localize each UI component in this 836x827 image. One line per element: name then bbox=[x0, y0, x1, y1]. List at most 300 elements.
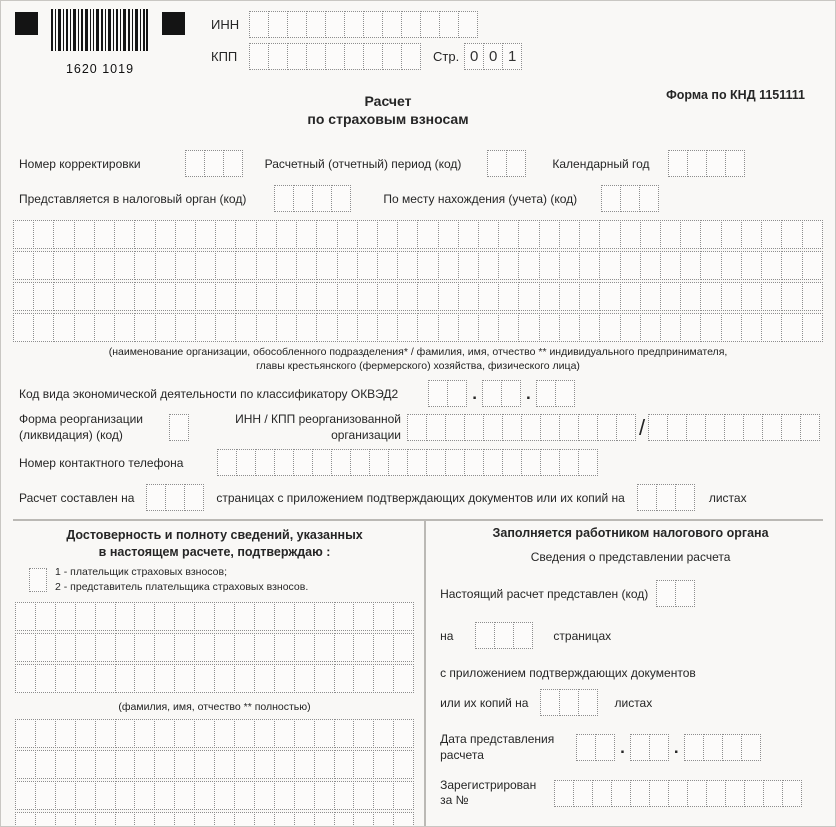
form-cell bbox=[316, 220, 337, 249]
official-pages-field bbox=[475, 622, 533, 649]
form-cell bbox=[487, 150, 507, 177]
form-cell bbox=[579, 220, 600, 249]
form-cell bbox=[417, 251, 438, 280]
form-cell bbox=[741, 313, 762, 342]
form-cell bbox=[334, 812, 355, 827]
form-cell bbox=[599, 220, 620, 249]
form-cell bbox=[214, 812, 235, 827]
form-cell bbox=[254, 664, 275, 693]
form-cell bbox=[325, 11, 345, 38]
form-cell bbox=[620, 220, 641, 249]
form-cell bbox=[675, 580, 695, 607]
form-title-line1: Расчет bbox=[364, 93, 412, 109]
form-cell bbox=[194, 602, 215, 631]
form-cell bbox=[518, 282, 539, 311]
form-cell bbox=[195, 313, 216, 342]
form-cell bbox=[15, 664, 36, 693]
form-cell bbox=[724, 414, 744, 441]
attestation-title-line1: Достоверность и полноту сведений, указанных bbox=[66, 528, 363, 543]
form-cell bbox=[649, 780, 669, 807]
knd-form-code: Форма по КНД 1151111 bbox=[666, 88, 805, 102]
form-cell bbox=[458, 313, 479, 342]
dot-separator: . bbox=[472, 383, 477, 403]
registration-number-field bbox=[554, 780, 802, 807]
title-block bbox=[13, 84, 823, 134]
form-cell bbox=[599, 251, 620, 280]
kpp-row bbox=[211, 43, 522, 70]
form-cell bbox=[576, 734, 596, 761]
form-cell bbox=[680, 220, 701, 249]
form-cell bbox=[33, 251, 54, 280]
row-official-copies bbox=[440, 689, 821, 716]
form-cell bbox=[134, 251, 155, 280]
form-cell bbox=[115, 750, 136, 779]
form-cell bbox=[388, 449, 408, 476]
form-cell bbox=[316, 313, 337, 342]
form-cell bbox=[611, 780, 631, 807]
form-cell bbox=[539, 282, 560, 311]
form-cell bbox=[55, 633, 76, 662]
form-cell bbox=[74, 313, 95, 342]
presented-label: Настоящий расчет представлен (код) bbox=[440, 586, 649, 601]
form-cell bbox=[274, 664, 295, 693]
cell-grid-row bbox=[15, 750, 414, 779]
presented-code-field bbox=[656, 580, 695, 607]
form-cell bbox=[438, 220, 459, 249]
form-cell bbox=[781, 282, 802, 311]
form-cell bbox=[184, 484, 204, 511]
form-cell bbox=[94, 220, 115, 249]
form-cell bbox=[620, 251, 641, 280]
form-cell bbox=[35, 750, 56, 779]
form-cell bbox=[478, 313, 499, 342]
form-cell bbox=[165, 484, 185, 511]
form-cell bbox=[397, 220, 418, 249]
form-cell bbox=[373, 812, 394, 827]
form-cell bbox=[357, 282, 378, 311]
form-cell bbox=[363, 11, 383, 38]
row-registration-number bbox=[440, 778, 821, 809]
form-cell bbox=[134, 220, 155, 249]
form-cell bbox=[234, 719, 255, 748]
form-cell bbox=[154, 750, 175, 779]
form-cell bbox=[393, 633, 414, 662]
form-cell bbox=[194, 781, 215, 810]
location-field bbox=[601, 185, 659, 212]
form-cell bbox=[312, 185, 332, 212]
form-cell bbox=[312, 449, 332, 476]
authority-label: Представляется в налоговый орган (код) bbox=[19, 191, 247, 206]
row-okved bbox=[13, 380, 823, 407]
form-cell bbox=[234, 664, 255, 693]
form-cell bbox=[761, 251, 782, 280]
form-cell bbox=[154, 633, 175, 662]
form-cell bbox=[502, 449, 522, 476]
form-cell bbox=[316, 251, 337, 280]
form-cell bbox=[353, 812, 374, 827]
form-cell bbox=[630, 780, 650, 807]
form-cell bbox=[357, 313, 378, 342]
official-title: Заполняется работником налогового органа bbox=[492, 526, 769, 541]
form-cell bbox=[369, 449, 389, 476]
form-cell bbox=[254, 781, 275, 810]
form-cell bbox=[781, 220, 802, 249]
form-cell bbox=[53, 220, 74, 249]
payer-option-2: 2 - представитель плательщика страховых взносов. bbox=[55, 581, 309, 594]
form-cell bbox=[536, 380, 556, 407]
form-cell bbox=[287, 11, 307, 38]
form-cell bbox=[325, 43, 345, 70]
row-correction-period-year bbox=[13, 150, 823, 177]
form-cell bbox=[75, 719, 96, 748]
form-cell bbox=[763, 780, 783, 807]
form-cell bbox=[256, 282, 277, 311]
pages-word-label: страницах bbox=[553, 628, 612, 643]
form-cell bbox=[700, 282, 721, 311]
form-cell bbox=[254, 812, 275, 827]
form-cell bbox=[314, 781, 335, 810]
inn-row bbox=[211, 11, 522, 38]
form-cell bbox=[114, 313, 135, 342]
form-cell bbox=[274, 633, 295, 662]
form-cell bbox=[223, 150, 243, 177]
form-cell bbox=[559, 414, 579, 441]
sheets-word-label: листах bbox=[614, 695, 653, 710]
okved-field-3 bbox=[536, 380, 575, 407]
row-official-pages bbox=[440, 622, 821, 649]
form-cell bbox=[353, 602, 374, 631]
form-cell bbox=[687, 150, 707, 177]
date-month-field bbox=[630, 734, 669, 761]
form-cell bbox=[55, 719, 76, 748]
form-cell bbox=[15, 602, 36, 631]
form-cell bbox=[214, 719, 235, 748]
form-cell bbox=[417, 282, 438, 311]
form-cell bbox=[55, 781, 76, 810]
form-cell bbox=[274, 750, 295, 779]
form-cell bbox=[428, 380, 448, 407]
form-cell bbox=[75, 812, 96, 827]
form-cell bbox=[274, 602, 295, 631]
form-cell bbox=[134, 633, 155, 662]
form-cell bbox=[254, 633, 275, 662]
form-cell bbox=[235, 282, 256, 311]
form-cell bbox=[494, 622, 514, 649]
form-cell bbox=[706, 150, 726, 177]
form-cell bbox=[802, 282, 823, 311]
form-cell bbox=[703, 734, 723, 761]
form-cell bbox=[680, 251, 701, 280]
form-cell bbox=[274, 812, 295, 827]
form-cell bbox=[498, 220, 519, 249]
form-cell bbox=[458, 11, 478, 38]
form-cell bbox=[802, 313, 823, 342]
form-cell bbox=[686, 414, 706, 441]
form-cell bbox=[175, 313, 196, 342]
barcode bbox=[48, 9, 152, 78]
attestation-title bbox=[15, 527, 414, 561]
form-cell bbox=[382, 11, 402, 38]
form-cell bbox=[668, 780, 688, 807]
on-label: на bbox=[440, 628, 454, 643]
form-cell bbox=[155, 313, 176, 342]
page-number-field bbox=[464, 43, 522, 70]
inn-label: ИНН bbox=[211, 17, 240, 32]
form-cell bbox=[15, 781, 36, 810]
form-cell bbox=[13, 251, 34, 280]
form-cell bbox=[578, 689, 598, 716]
org-name-grid bbox=[13, 220, 823, 342]
form-cell bbox=[579, 251, 600, 280]
form-cell bbox=[353, 750, 374, 779]
form-cell bbox=[559, 282, 580, 311]
form-cell bbox=[74, 282, 95, 311]
form-cell bbox=[377, 282, 398, 311]
form-cell bbox=[762, 414, 782, 441]
form-cell bbox=[447, 380, 467, 407]
form-cell bbox=[214, 664, 235, 693]
form-cell bbox=[74, 251, 95, 280]
form-cell bbox=[234, 781, 255, 810]
form-cell bbox=[741, 734, 761, 761]
form-cell bbox=[294, 602, 315, 631]
form-cell bbox=[373, 602, 394, 631]
form-cell bbox=[501, 380, 521, 407]
form-cell bbox=[513, 622, 533, 649]
form-cell bbox=[498, 282, 519, 311]
form-cell bbox=[373, 719, 394, 748]
form-cell bbox=[114, 251, 135, 280]
form-cell bbox=[204, 150, 224, 177]
form-cell bbox=[254, 719, 275, 748]
official-subtitle: Сведения о представлении расчета bbox=[530, 550, 731, 565]
pages-before-label: Расчет составлен на bbox=[19, 490, 135, 505]
form-cell bbox=[620, 313, 641, 342]
bottom-section bbox=[13, 519, 823, 827]
form-cell bbox=[294, 781, 315, 810]
form-cell bbox=[217, 449, 237, 476]
form-cell bbox=[483, 449, 503, 476]
form-cell bbox=[276, 282, 297, 311]
form-cell bbox=[194, 750, 215, 779]
fio-grid bbox=[15, 602, 414, 693]
form-cell bbox=[478, 220, 499, 249]
form-cell bbox=[214, 633, 235, 662]
form-cell bbox=[357, 220, 378, 249]
form-cell bbox=[559, 220, 580, 249]
form-cell bbox=[234, 812, 255, 827]
form-cell bbox=[506, 150, 526, 177]
payer-option-1: 1 - плательщик страховых взносов; bbox=[55, 566, 228, 579]
attestation-title-line2: в настоящем расчете, подтверждаю : bbox=[98, 545, 331, 560]
form-cell bbox=[579, 282, 600, 311]
form-cell bbox=[482, 380, 502, 407]
form-cell bbox=[458, 220, 479, 249]
form-cell bbox=[761, 220, 782, 249]
form-cell bbox=[337, 313, 358, 342]
form-cell bbox=[597, 414, 617, 441]
form-cell bbox=[397, 313, 418, 342]
form-cell bbox=[475, 622, 495, 649]
form-cell bbox=[781, 414, 801, 441]
form-cell bbox=[75, 602, 96, 631]
form-cell bbox=[195, 251, 216, 280]
form-cell bbox=[578, 414, 598, 441]
form-cell bbox=[331, 449, 351, 476]
form-cell bbox=[294, 664, 315, 693]
form-cell bbox=[377, 251, 398, 280]
form-cell bbox=[337, 220, 358, 249]
period-label: Расчетный (отчетный) период (код) bbox=[264, 156, 462, 171]
form-cell bbox=[539, 313, 560, 342]
form-cell bbox=[194, 812, 215, 827]
copies-label: или их копий на bbox=[440, 695, 529, 710]
form-cell bbox=[426, 449, 446, 476]
form-cell bbox=[458, 251, 479, 280]
form-cell bbox=[175, 220, 196, 249]
dot-separator: . bbox=[525, 383, 531, 403]
period-field bbox=[487, 150, 526, 177]
form-cell bbox=[174, 812, 195, 827]
barcode-block bbox=[15, 9, 185, 78]
form-cell bbox=[407, 414, 427, 441]
form-cell bbox=[680, 313, 701, 342]
form-cell bbox=[256, 251, 277, 280]
form-cell bbox=[294, 719, 315, 748]
form-cell bbox=[254, 602, 275, 631]
form-cell bbox=[337, 251, 358, 280]
registration-mark-left bbox=[15, 12, 38, 35]
form-cell bbox=[373, 664, 394, 693]
form-cell bbox=[95, 750, 116, 779]
form-cell bbox=[214, 602, 235, 631]
form-cell bbox=[255, 449, 275, 476]
form-cell bbox=[256, 313, 277, 342]
form-cell bbox=[115, 719, 136, 748]
phone-field bbox=[217, 449, 598, 476]
form-cell bbox=[344, 11, 364, 38]
payer-type-options bbox=[55, 565, 308, 595]
form-cell bbox=[293, 449, 313, 476]
form-cell bbox=[314, 664, 335, 693]
cell-grid-row bbox=[13, 282, 823, 311]
inn-kpp-block bbox=[211, 11, 522, 75]
form-cell bbox=[660, 282, 681, 311]
form-cell bbox=[134, 781, 155, 810]
form-cell bbox=[195, 220, 216, 249]
form-cell bbox=[235, 220, 256, 249]
row-authority-location bbox=[13, 185, 823, 212]
form-cell bbox=[114, 282, 135, 311]
form-cell bbox=[95, 781, 116, 810]
form-cell bbox=[458, 282, 479, 311]
okved-field-2 bbox=[482, 380, 521, 407]
form-cell bbox=[154, 812, 175, 827]
form-cell bbox=[802, 251, 823, 280]
form-cell bbox=[146, 484, 166, 511]
slash-separator: / bbox=[639, 414, 646, 440]
registration-mark-right bbox=[162, 12, 185, 35]
form-cell bbox=[194, 719, 215, 748]
form-cell bbox=[294, 633, 315, 662]
form-cell bbox=[75, 664, 96, 693]
form-cell bbox=[175, 282, 196, 311]
official-sheets-field bbox=[540, 689, 598, 716]
form-cell bbox=[214, 781, 235, 810]
form-cell bbox=[75, 633, 96, 662]
form-cell bbox=[741, 251, 762, 280]
form-cell bbox=[555, 380, 575, 407]
phone-label: Номер контактного телефона bbox=[19, 455, 184, 470]
form-cell bbox=[114, 220, 135, 249]
form-cell bbox=[725, 780, 745, 807]
cell-grid-row bbox=[15, 602, 414, 631]
form-cell bbox=[35, 781, 56, 810]
form-cell bbox=[464, 449, 484, 476]
form-cell bbox=[518, 251, 539, 280]
form-cell bbox=[94, 251, 115, 280]
form-cell bbox=[373, 781, 394, 810]
form-cell bbox=[296, 313, 317, 342]
form-cell bbox=[620, 282, 641, 311]
form-cell bbox=[373, 633, 394, 662]
form-cell bbox=[630, 734, 650, 761]
form-cell bbox=[800, 414, 820, 441]
form-cell bbox=[393, 750, 414, 779]
form-cell bbox=[234, 602, 255, 631]
kpp-label: КПП bbox=[211, 49, 238, 64]
form-cell bbox=[94, 282, 115, 311]
form-cell bbox=[274, 449, 294, 476]
form-cell bbox=[334, 719, 355, 748]
form-cell bbox=[377, 313, 398, 342]
form-cell bbox=[743, 414, 763, 441]
form-cell bbox=[700, 313, 721, 342]
attestation-options bbox=[15, 565, 414, 595]
form-cell bbox=[13, 282, 34, 311]
pages-after-label: листах bbox=[708, 490, 747, 505]
form-cell bbox=[134, 812, 155, 827]
form-cell bbox=[350, 449, 370, 476]
barcode-number: 1620 1019 bbox=[63, 62, 137, 76]
form-cell bbox=[559, 689, 579, 716]
form-cell bbox=[599, 313, 620, 342]
form-cell bbox=[13, 220, 34, 249]
registration-label bbox=[440, 778, 550, 809]
reorg-inn-field bbox=[407, 414, 636, 441]
form-cell bbox=[397, 282, 418, 311]
form-cell bbox=[95, 812, 116, 827]
cell-grid-row bbox=[13, 251, 823, 280]
form-cell bbox=[169, 414, 189, 441]
form-cell bbox=[498, 251, 519, 280]
registration-label-line2: за № bbox=[440, 793, 469, 808]
form-cell bbox=[393, 781, 414, 810]
form-cell bbox=[554, 780, 574, 807]
form-cell bbox=[744, 780, 764, 807]
form-cell bbox=[154, 664, 175, 693]
reorg-code-field bbox=[169, 414, 189, 441]
org-name-caption bbox=[13, 346, 823, 373]
form-cell bbox=[35, 719, 56, 748]
row-phone bbox=[13, 449, 823, 476]
form-cell bbox=[29, 568, 47, 592]
kpp-field bbox=[249, 43, 421, 70]
payer-type-field bbox=[29, 568, 47, 592]
form-cell bbox=[53, 313, 74, 342]
form-cell bbox=[353, 781, 374, 810]
form-cell bbox=[478, 251, 499, 280]
